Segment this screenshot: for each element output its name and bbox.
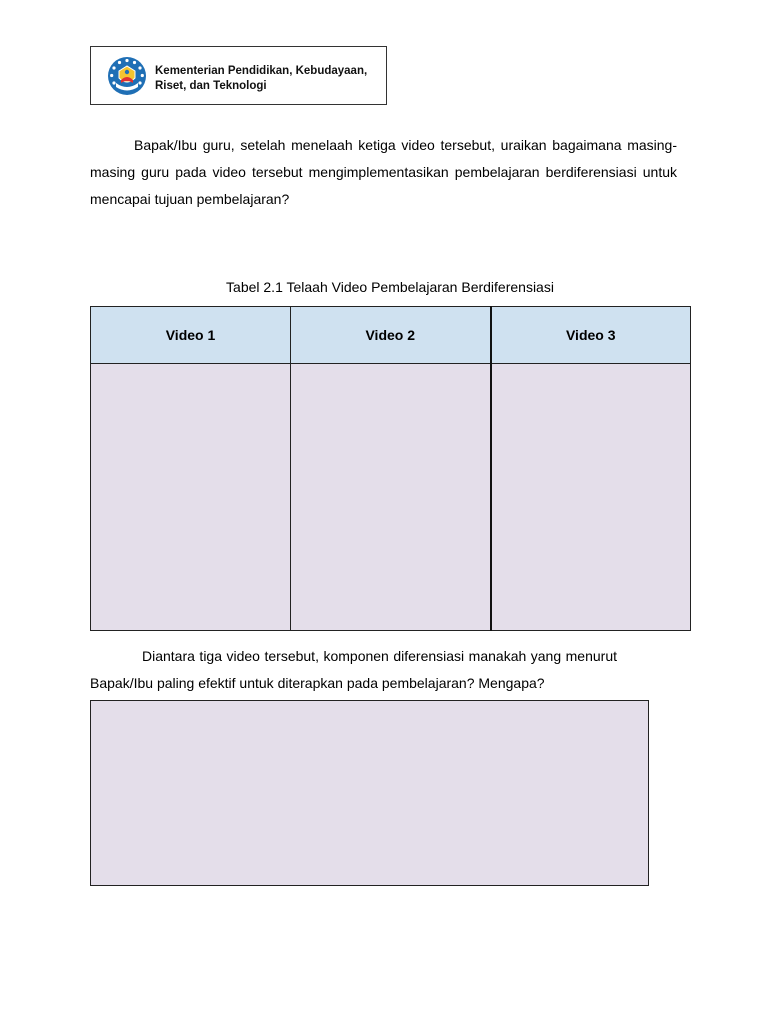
table-caption: Tabel 2.1 Telaah Video Pembelajaran Berdiferensiasi: [226, 279, 554, 295]
ministry-header: [90, 46, 387, 105]
column-header-video-2: Video 2: [291, 307, 491, 364]
instruction-text: Bapak/Ibu guru, setelah menelaah ketiga video tersebut, uraikan bagaimana masing-masing guru pada video tersebut mengimplementasikan pembelajaran berdiferensiasi untuk mencapai tujuan pembelajaran?: [90, 137, 677, 207]
ministry-name: [155, 64, 385, 94]
question-text: Diantara tiga video tersebut, komponen diferensiasi manakah yang menurut Bapak/Ibu paling efektif untuk diterapkan pada pembelajaran? Mengapa?: [90, 648, 617, 691]
instruction-paragraph: [90, 132, 677, 213]
column-header-video-1: Video 1: [91, 307, 291, 364]
answer-box[interactable]: [90, 700, 649, 886]
ministry-name-line2: Riset, dan Teknologi: [155, 80, 267, 92]
answer-cell-video-2[interactable]: [291, 364, 491, 631]
table-row: [91, 364, 691, 631]
answer-cell-video-3[interactable]: [491, 364, 691, 631]
column-header-video-3: Video 3: [491, 307, 691, 364]
question-paragraph: [90, 643, 617, 697]
table-header-row: [91, 307, 691, 364]
ministry-name-line1: Kementerian Pendidikan, Kebudayaan,: [155, 65, 368, 77]
video-review-table: [90, 306, 691, 631]
answer-cell-video-1[interactable]: [91, 364, 291, 631]
tut-wuri-handayani-logo-icon: [107, 56, 147, 96]
